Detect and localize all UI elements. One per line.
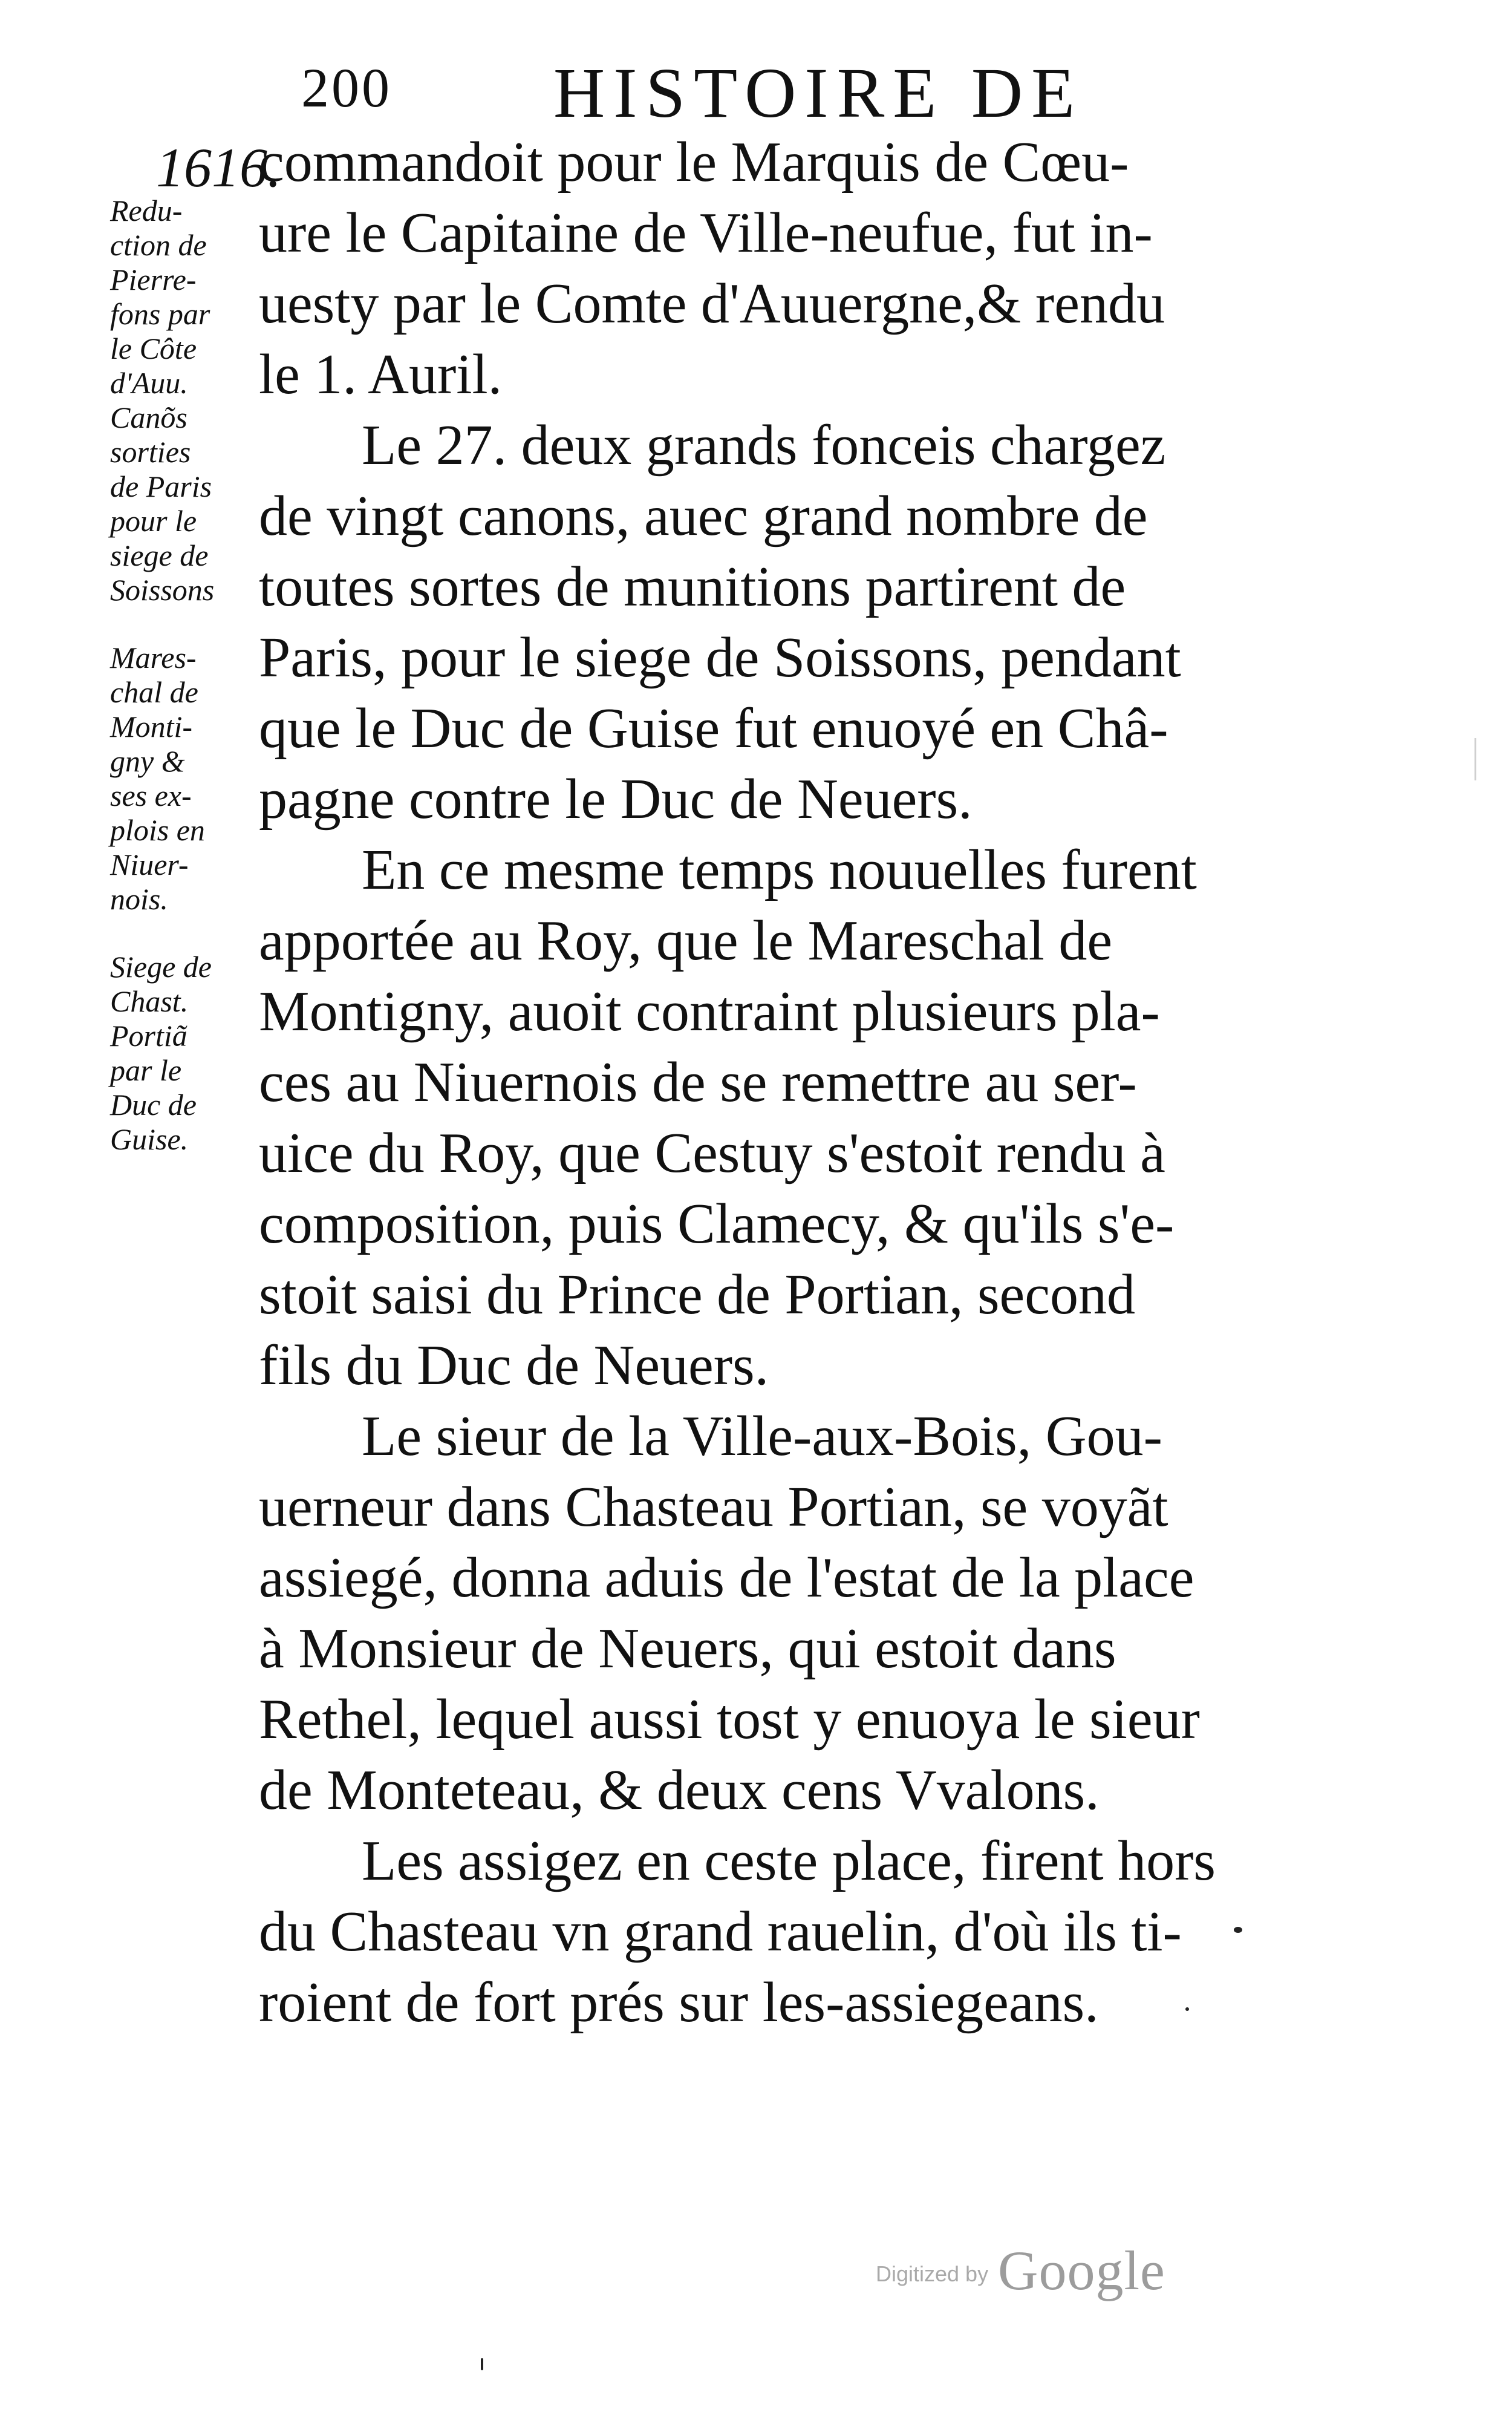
text-line: pagne contre le Duc de Neuers. bbox=[259, 768, 973, 831]
text-line: toutes sortes de munitions partirent de bbox=[259, 555, 1126, 618]
margin-note-line: ction de bbox=[110, 228, 207, 262]
margin-note-line: gny & bbox=[110, 744, 185, 778]
text-line: uerneur dans Chasteau Portian, se voyãt bbox=[259, 1476, 1168, 1538]
ink-speck bbox=[1234, 1927, 1242, 1933]
text-line: apportée au Roy, que le Mareschal de bbox=[259, 909, 1113, 972]
page-header bbox=[0, 53, 1512, 132]
text-line: Rethel, lequel aussi tost y enuoya le sieur bbox=[259, 1688, 1200, 1751]
margin-note-line: ses ex- bbox=[110, 779, 192, 812]
margin-note-line: chal de bbox=[110, 675, 198, 709]
margin-notes bbox=[110, 194, 285, 1157]
text-line: de vingt canons, auec grand nombre de bbox=[259, 485, 1148, 548]
margin-note-line: par le bbox=[110, 1053, 182, 1087]
margin-note-line: d'Auu. bbox=[110, 366, 188, 400]
margin-note-line: Canõs bbox=[110, 400, 187, 434]
margin-note-line: plois en bbox=[110, 813, 205, 847]
text-line: Paris, pour le siege de Soissons, pendant bbox=[259, 626, 1181, 689]
margin-note-line: de Paris bbox=[110, 469, 212, 503]
margin-note-line: Portiã bbox=[110, 1019, 187, 1053]
text-line: assiegé, donna aduis de l'estat de la place bbox=[259, 1546, 1194, 1609]
margin-note-line: siege de bbox=[110, 538, 209, 572]
text-line: Les assigez en ceste place, firent hors bbox=[362, 1829, 1216, 1892]
text-line: Montigny, auoit contraint plusieurs pla- bbox=[259, 980, 1160, 1043]
text-line: roient de fort prés sur les-assiegeans. bbox=[259, 1971, 1099, 2034]
text-line: Le sieur de la Ville-aux-Bois, Gou- bbox=[362, 1405, 1162, 1468]
text-line: ces au Niuernois de se remettre au ser- bbox=[259, 1051, 1137, 1114]
margin-note-line: pour le bbox=[110, 504, 197, 538]
text-line: que le Duc de Guise fut enuoyé en Châ- bbox=[259, 697, 1168, 760]
text-line: fils du Duc de Neuers. bbox=[259, 1334, 769, 1397]
margin-note-line: le Côte bbox=[110, 332, 197, 365]
margin-note bbox=[110, 950, 285, 1157]
page-number: 200 bbox=[301, 57, 392, 119]
text-line: le 1. Auril. bbox=[259, 343, 503, 406]
running-head: HISTOIRE DE bbox=[553, 53, 1084, 132]
margin-note-line: sorties bbox=[110, 435, 191, 469]
margin-note bbox=[110, 400, 285, 607]
margin-note-line: fons par bbox=[110, 297, 210, 331]
margin-note bbox=[110, 194, 285, 400]
margin-note-line: Mares- bbox=[110, 641, 197, 675]
text-line: commandoit pour le Marquis de Cœu- bbox=[259, 131, 1129, 194]
margin-note-line: Niuer- bbox=[110, 848, 189, 881]
margin-note-line: Pierre- bbox=[110, 263, 197, 296]
google-logo: Google bbox=[998, 2240, 1165, 2301]
text-line: du Chasteau vn grand rauelin, d'où ils ti- bbox=[259, 1900, 1182, 1963]
margin-note-line: Guise. bbox=[110, 1122, 189, 1156]
body-text bbox=[259, 127, 1360, 2038]
margin-note-line: Duc de bbox=[110, 1088, 197, 1122]
margin-note-line: nois. bbox=[110, 882, 168, 916]
text-line: uesty par le Comte d'Auuergne,& rendu bbox=[259, 272, 1165, 335]
text-line: ure le Capitaine de Ville-neufue, fut in- bbox=[259, 201, 1153, 264]
margin-note-line: Siege de bbox=[110, 950, 212, 984]
margin-note-line: Monti- bbox=[110, 710, 193, 744]
margin-note bbox=[110, 641, 285, 917]
ink-speck bbox=[1185, 2007, 1189, 2011]
margin-note-line: Redu- bbox=[110, 194, 183, 227]
text-line: à Monsieur de Neuers, qui estoit dans bbox=[259, 1617, 1116, 1680]
text-line: composition, puis Clamecy, & qu'ils s'e- bbox=[259, 1192, 1175, 1255]
margin-note-line: Soissons bbox=[110, 573, 215, 607]
text-line: En ce mesme temps nouuelles furent bbox=[362, 838, 1197, 901]
text-line: de Monteteau, & deux cens Vvalons. bbox=[259, 1759, 1100, 1822]
margin-spacer bbox=[110, 917, 285, 950]
digitized-by-label: Digitized by bbox=[876, 2261, 989, 2286]
year-marginal: 1616. bbox=[156, 137, 281, 198]
text-line: Le 27. deux grands fonceis chargez bbox=[362, 414, 1166, 477]
margin-spacer bbox=[110, 607, 285, 641]
ink-speck bbox=[481, 2358, 483, 2370]
scan-artifact-line bbox=[1475, 738, 1476, 780]
text-line: stoit saisi du Prince de Portian, second bbox=[259, 1263, 1135, 1326]
text-line: uice du Roy, que Cestuy s'estoit rendu à bbox=[259, 1122, 1165, 1185]
margin-note-line: Chast. bbox=[110, 984, 189, 1018]
